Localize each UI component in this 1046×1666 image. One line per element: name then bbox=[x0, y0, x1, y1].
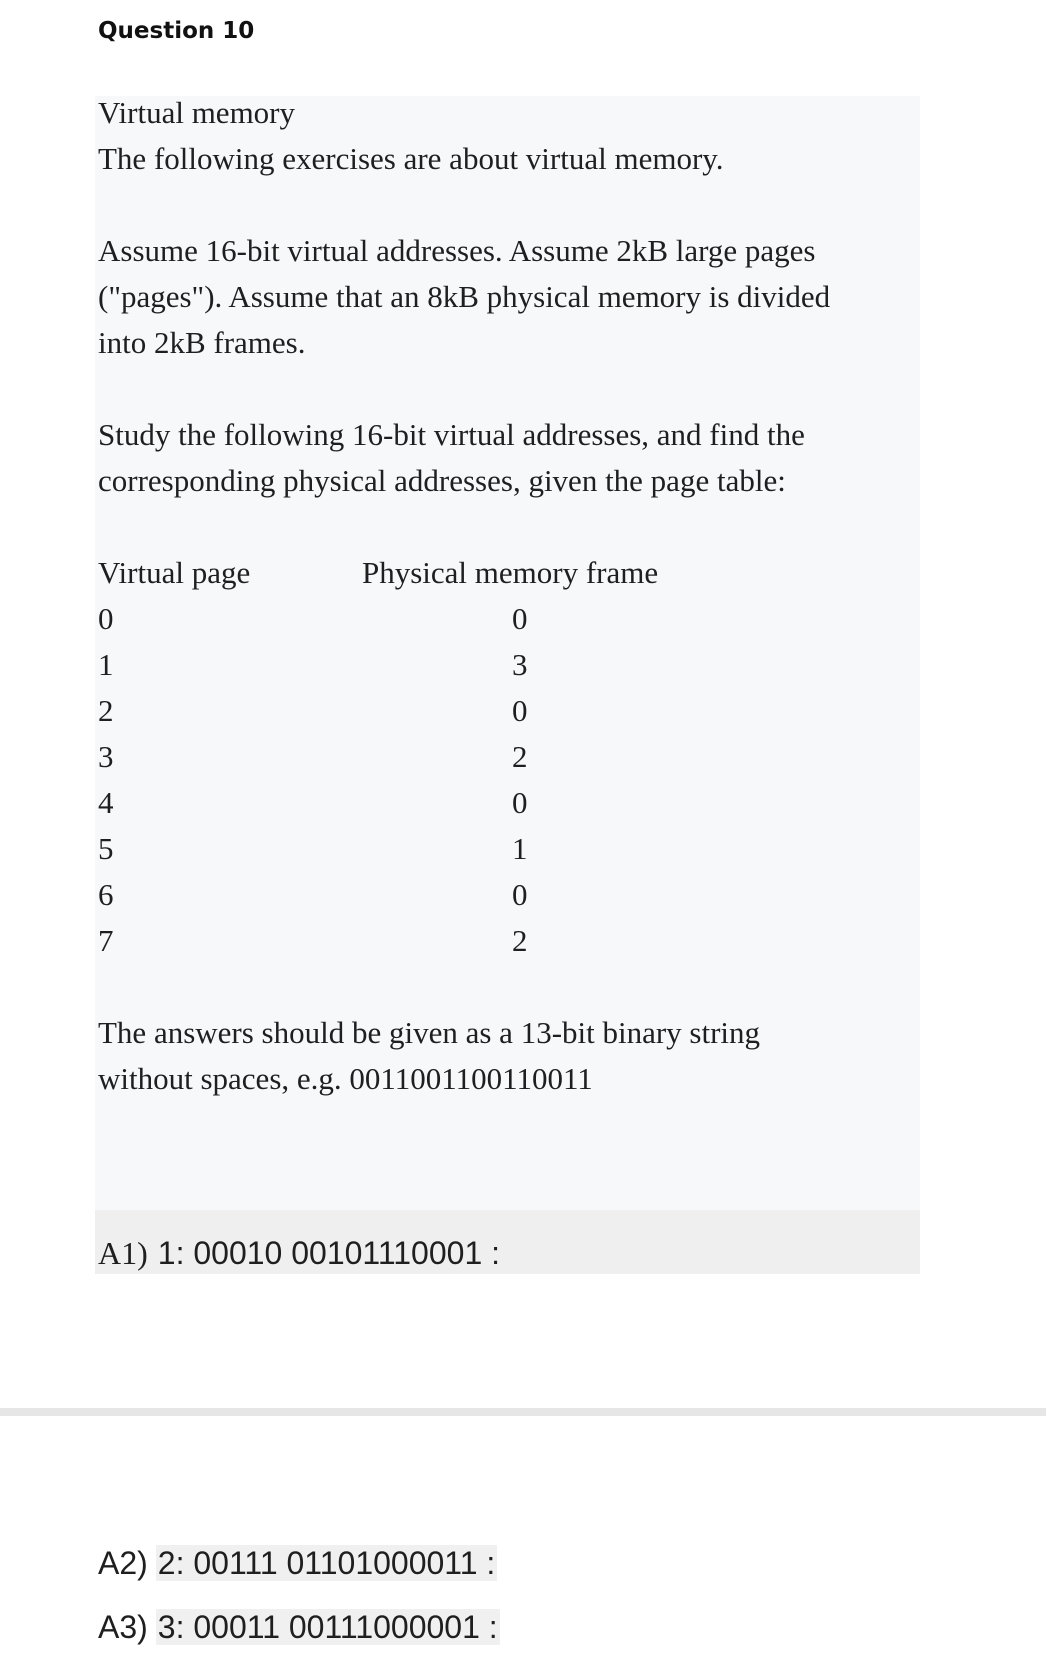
frame-cell: 2 bbox=[512, 739, 528, 774]
virtual-page-cell: 2 bbox=[98, 693, 114, 728]
answer-a1-value: 1: 00010 00101110001 : bbox=[157, 1235, 501, 1271]
frame-cell: 3 bbox=[512, 647, 528, 682]
answer-format-line-1: The answers should be given as a 13-bit binary string bbox=[98, 1015, 761, 1050]
assumptions-line-3: into 2kB frames. bbox=[98, 325, 306, 360]
frame-cell: 1 bbox=[512, 831, 528, 866]
answer-a3 bbox=[98, 1604, 500, 1650]
table-row bbox=[98, 870, 598, 919]
intro-text: The following exercises are about virtual memory. bbox=[98, 141, 724, 176]
table-row bbox=[98, 916, 598, 965]
frame-cell: 0 bbox=[512, 877, 528, 912]
frame-cell: 0 bbox=[512, 693, 528, 728]
study-line-2: corresponding physical addresses, given the page table: bbox=[98, 463, 786, 498]
answer-format-line-2: without spaces, e.g. 0011001100110011 bbox=[98, 1061, 593, 1096]
virtual-page-cell: 3 bbox=[98, 739, 114, 774]
assumptions-line-1: Assume 16-bit virtual addresses. Assume 2kB large pages bbox=[98, 233, 816, 268]
virtual-page-cell: 0 bbox=[98, 601, 114, 636]
question-title: Question 10 bbox=[98, 18, 255, 44]
virtual-page-cell: 7 bbox=[98, 923, 114, 958]
frame-cell: 2 bbox=[512, 923, 528, 958]
frame-cell: 0 bbox=[512, 785, 528, 820]
section-heading: Virtual memory bbox=[98, 95, 296, 130]
answer-a3-value: 3: 00011 00111000001 : bbox=[157, 1609, 498, 1645]
page-table-header-virtual: Virtual page bbox=[98, 555, 251, 590]
answer-a3-label: A3) bbox=[98, 1609, 148, 1645]
virtual-page-cell: 1 bbox=[98, 647, 114, 682]
answer-a2-label: A2) bbox=[98, 1545, 148, 1581]
assumptions-line-2: ("pages"). Assume that an 8kB physical memory is divided bbox=[98, 279, 831, 314]
table-row bbox=[98, 594, 598, 643]
answer-a1-label: A1) bbox=[98, 1235, 148, 1271]
frame-cell: 0 bbox=[512, 601, 528, 636]
section-divider bbox=[0, 1408, 1046, 1416]
answer-a1 bbox=[98, 1230, 502, 1276]
virtual-page-cell: 6 bbox=[98, 877, 114, 912]
table-row bbox=[98, 778, 598, 827]
table-row bbox=[98, 686, 598, 735]
table-row bbox=[98, 640, 598, 689]
virtual-page-cell: 5 bbox=[98, 831, 114, 866]
answer-a2 bbox=[98, 1540, 497, 1586]
page-table-header-frame: Physical memory frame bbox=[362, 555, 659, 590]
table-row bbox=[98, 824, 598, 873]
virtual-page-cell: 4 bbox=[98, 785, 114, 820]
answer-a2-value: 2: 00111 01101000011 : bbox=[157, 1545, 496, 1581]
study-line-1: Study the following 16-bit virtual addresses, and find the bbox=[98, 417, 805, 452]
table-row bbox=[98, 732, 598, 781]
